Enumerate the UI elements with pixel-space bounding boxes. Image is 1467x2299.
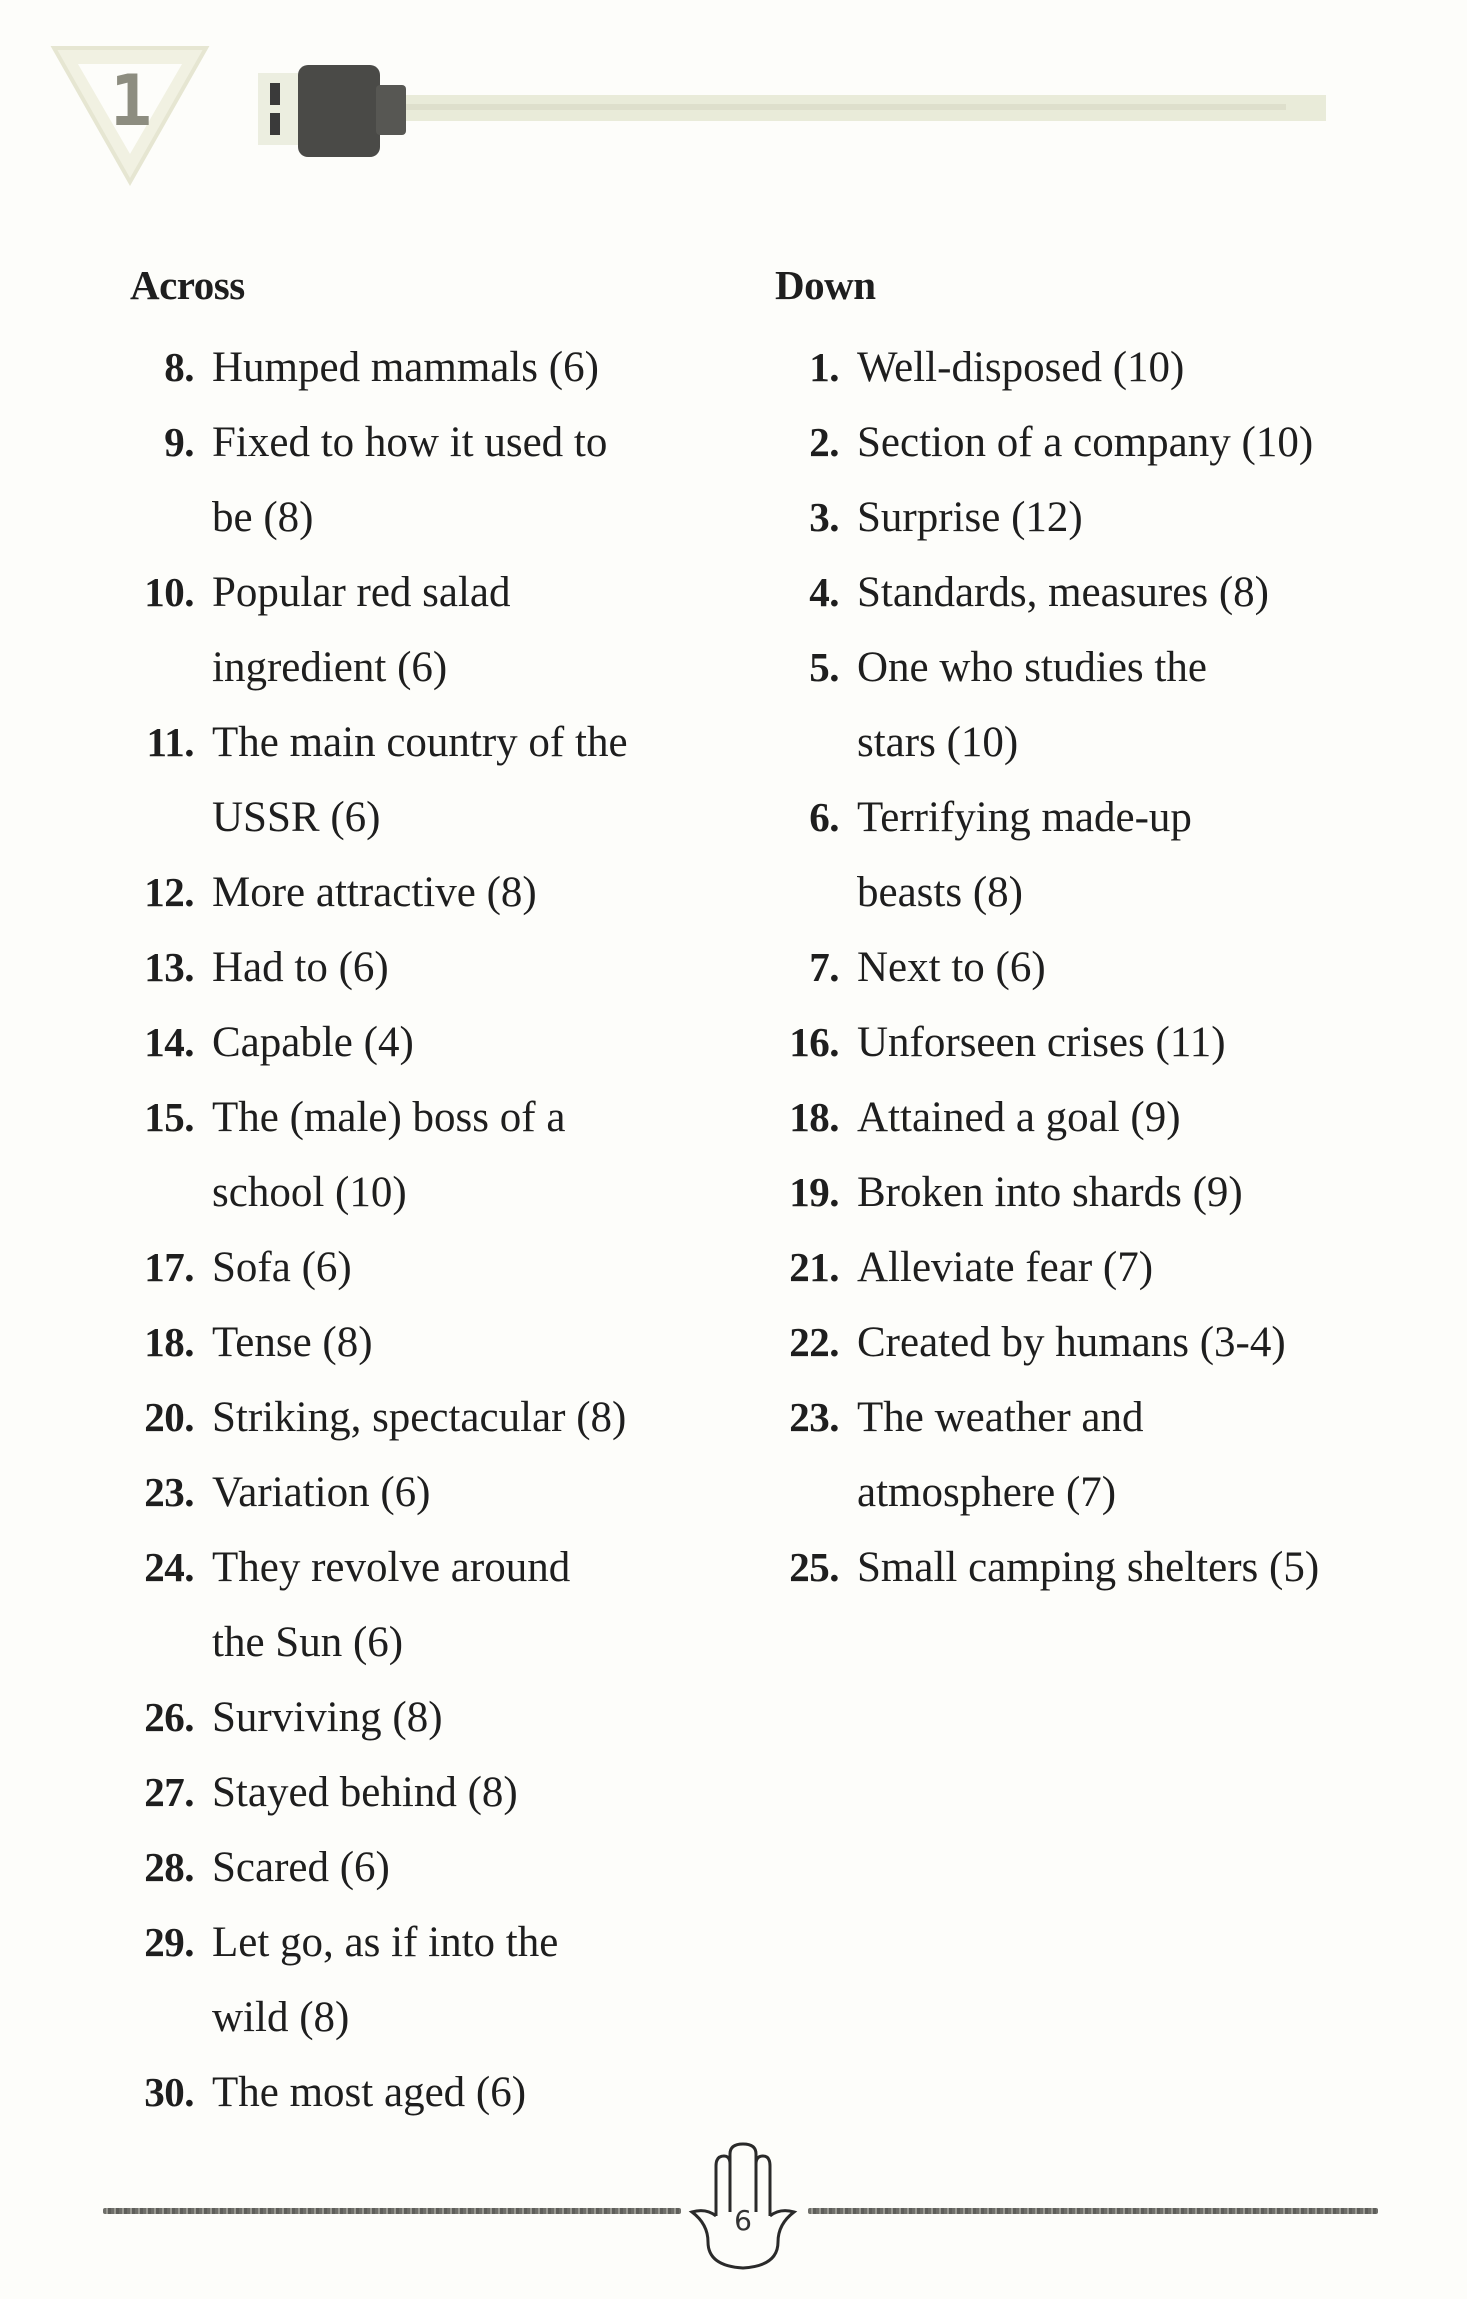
across-clue-list — [130, 330, 690, 2130]
down-heading: Down — [775, 262, 876, 308]
clue-item — [130, 405, 690, 555]
clue-item — [130, 1305, 690, 1380]
clue-text: Sofa (6) — [212, 1244, 352, 1291]
clue-text: Popular red salad ingredient (6) — [212, 569, 511, 691]
clue-item — [130, 705, 690, 855]
clue-text: Unforseen crises (11) — [857, 1019, 1226, 1066]
clue-number: 23. — [789, 1394, 839, 1440]
clue-number: 17. — [144, 1244, 194, 1290]
clue-number: 6. — [809, 794, 839, 840]
clue-number: 18. — [144, 1319, 194, 1365]
clue-item — [130, 1230, 690, 1305]
clue-number: 2. — [809, 419, 839, 465]
clue-number: 12. — [144, 869, 194, 915]
clue-text: More attractive (8) — [212, 869, 537, 916]
clue-text: Broken into shards (9) — [857, 1169, 1243, 1216]
clue-number: 11. — [146, 719, 194, 765]
clue-number: 8. — [164, 344, 194, 390]
clue-item — [775, 1005, 1395, 1080]
clue-text: The weather and atmosphere (7) — [857, 1394, 1144, 1516]
clue-item — [130, 1755, 690, 1830]
down-clue-list — [775, 330, 1395, 1605]
clue-item — [130, 1905, 690, 2055]
clue-item — [775, 930, 1395, 1005]
clue-text: Capable (4) — [212, 1019, 414, 1066]
clue-text: Created by humans (3-4) — [857, 1319, 1286, 1366]
clue-number: 10. — [144, 569, 194, 615]
clue-text: Standards, measures (8) — [857, 569, 1269, 616]
clue-number: 26. — [144, 1694, 194, 1740]
clue-number: 19. — [789, 1169, 839, 1215]
clue-number: 23. — [144, 1469, 194, 1515]
clue-item — [130, 330, 690, 405]
clue-number: 30. — [144, 2069, 194, 2115]
footer-rule-left — [103, 2208, 681, 2214]
clue-item — [130, 1680, 690, 1755]
clue-number: 3. — [809, 494, 839, 540]
clue-item — [775, 330, 1395, 405]
clue-text: Small camping shelters (5) — [857, 1544, 1320, 1591]
clue-item — [130, 1455, 690, 1530]
page-number: 6 — [734, 2204, 752, 2237]
clue-item — [130, 1380, 690, 1455]
hamsa-hand-icon — [686, 2138, 800, 2274]
clue-text: Terrifying made-up beasts (8) — [857, 794, 1192, 916]
clue-number: 4. — [809, 569, 839, 615]
clue-item — [130, 1830, 690, 1905]
clue-text: One who studies the stars (10) — [857, 644, 1207, 766]
clue-item — [775, 405, 1395, 480]
clue-text: They revolve around the Sun (6) — [212, 1544, 571, 1666]
clue-number: 28. — [144, 1844, 194, 1890]
clue-number: 27. — [144, 1769, 194, 1815]
clue-number: 14. — [144, 1019, 194, 1065]
clue-text: Let go, as if into the wild (8) — [212, 1919, 559, 2041]
clue-text: Tense (8) — [212, 1319, 373, 1366]
clue-item — [775, 1155, 1395, 1230]
clue-text: Striking, spectacular (8) — [212, 1394, 627, 1441]
clue-text: Variation (6) — [212, 1469, 431, 1516]
clue-text: The (male) boss of a school (10) — [212, 1094, 566, 1216]
across-heading: Across — [130, 262, 245, 308]
clue-text: Fixed to how it used to be (8) — [212, 419, 608, 541]
triangle-badge-icon — [48, 42, 212, 188]
clue-item — [130, 1530, 690, 1680]
clue-item — [775, 1380, 1395, 1530]
clue-text: Next to (6) — [857, 944, 1046, 991]
clue-item — [775, 630, 1395, 780]
down-clues-column — [775, 255, 1395, 1605]
clue-item — [130, 555, 690, 705]
clue-text: Well-disposed (10) — [857, 344, 1185, 391]
clue-item — [130, 930, 690, 1005]
clue-item — [775, 1080, 1395, 1155]
clue-number: 21. — [789, 1244, 839, 1290]
page-header — [0, 0, 1467, 200]
clue-number: 16. — [789, 1019, 839, 1065]
clue-number: 13. — [144, 944, 194, 990]
clue-number: 5. — [809, 644, 839, 690]
clue-number: 1. — [809, 344, 839, 390]
clue-text: The most aged (6) — [212, 2069, 527, 2116]
clue-item — [775, 1305, 1395, 1380]
clue-text: Humped mammals (6) — [212, 344, 599, 391]
clue-item — [775, 480, 1395, 555]
page-footer — [0, 2120, 1467, 2299]
clue-text: Attained a goal (9) — [857, 1094, 1181, 1141]
clue-number: 7. — [809, 944, 839, 990]
clue-text: Section of a company (10) — [857, 419, 1314, 466]
clue-number: 25. — [789, 1544, 839, 1590]
clue-text: Alleviate fear (7) — [857, 1244, 1154, 1291]
clue-text: Had to (6) — [212, 944, 389, 991]
clue-item — [775, 1530, 1395, 1605]
clue-item — [130, 1080, 690, 1230]
clue-text: Surviving (8) — [212, 1694, 443, 1741]
clue-text: The main country of the USSR (6) — [212, 719, 628, 841]
clue-number: 18. — [789, 1094, 839, 1140]
clue-item — [775, 555, 1395, 630]
puzzle-number: 1 — [109, 60, 151, 142]
clue-number: 24. — [144, 1544, 194, 1590]
clue-text: Stayed behind (8) — [212, 1769, 518, 1816]
clue-item — [775, 1230, 1395, 1305]
clue-number: 22. — [789, 1319, 839, 1365]
clue-item — [130, 1005, 690, 1080]
clue-number: 29. — [144, 1919, 194, 1965]
footer-rule-right — [808, 2208, 1378, 2214]
clue-text: Scared (6) — [212, 1844, 390, 1891]
clue-item — [130, 855, 690, 930]
clue-number: 20. — [144, 1394, 194, 1440]
usb-plug-icon — [258, 55, 1358, 165]
clue-text: Surprise (12) — [857, 494, 1083, 541]
clue-item — [775, 780, 1395, 930]
clue-item — [130, 2055, 690, 2130]
across-clues-column — [130, 255, 690, 2130]
clue-number: 9. — [164, 419, 194, 465]
clue-number: 15. — [144, 1094, 194, 1140]
